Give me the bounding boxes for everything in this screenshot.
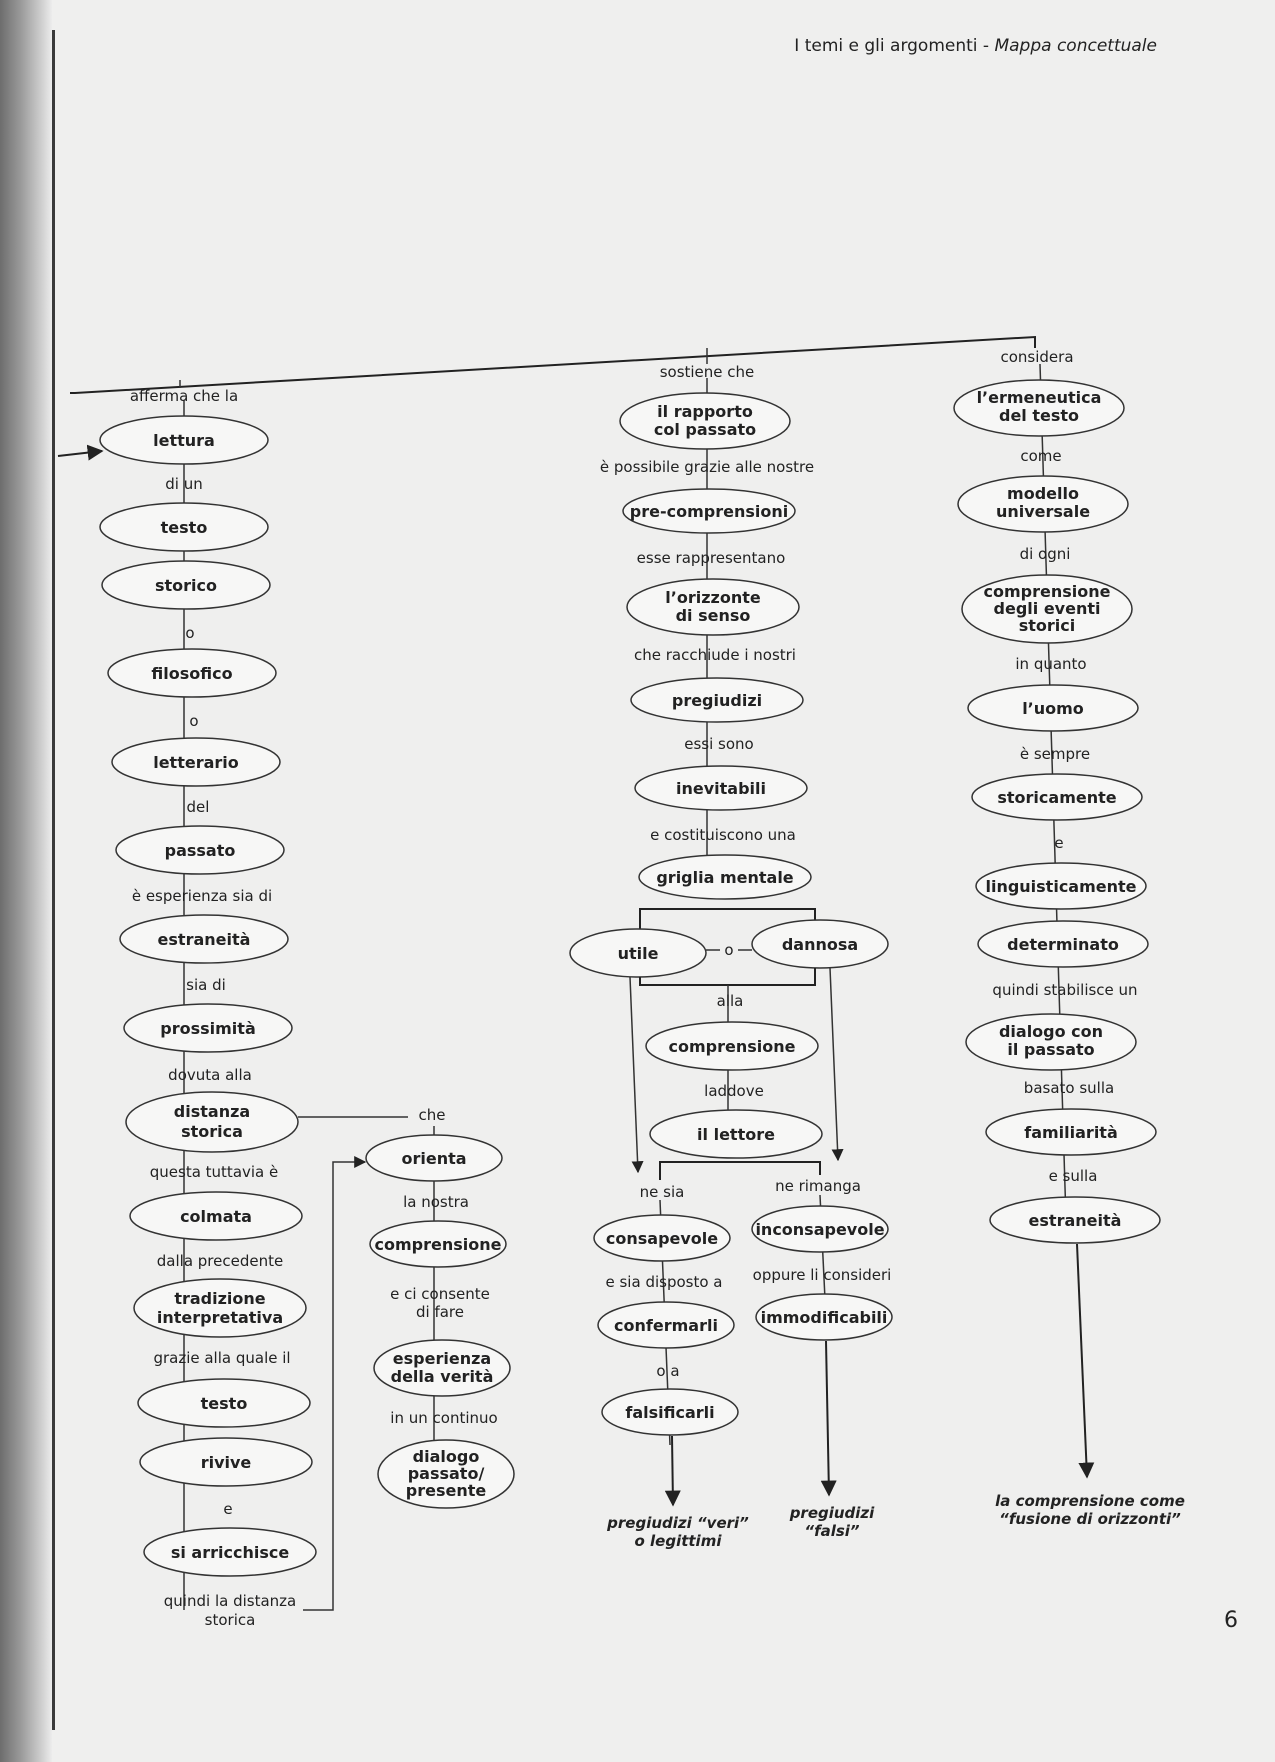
node-dialogo-r-label-1: dialogo con	[998, 1022, 1104, 1041]
link-consente-1: e ci consente	[390, 1285, 490, 1303]
branch-column	[298, 1106, 514, 1508]
link-sia-di: sia di	[186, 976, 226, 994]
link-e: e	[223, 1500, 233, 1518]
node-lettore-label: il lettore	[697, 1125, 775, 1144]
node-inevitabili-label: inevitabili	[676, 779, 766, 798]
link-essi: essi sono	[684, 735, 754, 753]
link-dalla: dalla precedente	[156, 1252, 284, 1270]
link-costituiscono: e costituiscono una	[650, 826, 796, 844]
link-afferma: afferma che la	[129, 387, 239, 405]
node-letterario-label: letterario	[153, 753, 239, 772]
link-tuttavia: questa tuttavia è	[149, 1163, 279, 1181]
node-lettura-label: lettura	[153, 431, 215, 450]
node-colmata-label: colmata	[180, 1207, 252, 1226]
link-come: come	[1020, 447, 1062, 465]
link-o-a: o a	[656, 1362, 680, 1380]
node-testo-label: testo	[160, 518, 208, 537]
node-distanza-label-1: distanza	[173, 1102, 251, 1121]
node-estraneita-r-label: estraneità	[1028, 1211, 1122, 1230]
link-racchiude: che racchiude i nostri	[634, 646, 796, 664]
link-e-sulla: e sulla	[1048, 1167, 1098, 1185]
link-consente-2: di fare	[416, 1303, 464, 1321]
link-rappresentano: esse rappresentano	[636, 549, 786, 567]
node-uomo-label: l’uomo	[1022, 699, 1084, 718]
link-stabilisce: quindi stabilisce un	[992, 981, 1138, 999]
node-comprensione-r-label-3: storici	[1018, 616, 1076, 635]
node-comprensione-r-label-2: degli eventi	[993, 599, 1101, 618]
link-e-r: e	[1054, 834, 1064, 852]
node-prossimita-label: prossimità	[160, 1019, 256, 1038]
node-arricchisce-label: si arricchisce	[170, 1543, 290, 1562]
link-o2: o	[189, 712, 199, 730]
node-passato-label: passato	[164, 841, 236, 860]
node-determinato-label: determinato	[1007, 935, 1119, 954]
link-del: del	[186, 798, 210, 816]
node-inconsapevole-label: inconsapevole	[755, 1220, 885, 1239]
out-fusione-2: “fusione di orizzonti”	[999, 1510, 1181, 1528]
node-confermarli-label: confermarli	[614, 1316, 718, 1335]
link-di-un: di un	[165, 475, 203, 493]
link-o-mid: o	[724, 941, 734, 959]
link-disposto: e sia disposto a	[605, 1273, 723, 1291]
node-modello-label-2: universale	[995, 502, 1091, 521]
node-rapporto-label-2: col passato	[653, 420, 757, 439]
out-fusione-1: la comprensione come	[995, 1492, 1185, 1510]
node-filosofico-label: filosofico	[151, 664, 233, 683]
link-esperienza: è esperienza sia di	[131, 887, 273, 905]
node-orizzonte-label-1: l’orizzonte	[665, 588, 761, 607]
left-column	[100, 387, 365, 1629]
link-laddove: laddove	[704, 1082, 764, 1100]
node-consapevole-label: consapevole	[605, 1229, 719, 1248]
node-pregiudizi-label: pregiudizi	[671, 691, 763, 710]
middle-column	[570, 363, 892, 1550]
node-dialogo-b-label-3: presente	[405, 1481, 487, 1500]
page-number: 6	[1224, 1608, 1238, 1633]
link-considera: considera	[1000, 348, 1074, 366]
node-orizzonte-label-2: di senso	[675, 606, 751, 625]
link-quindi-2: storica	[204, 1611, 256, 1629]
link-la-nostra: la nostra	[403, 1193, 469, 1211]
node-utile-label: utile	[617, 944, 659, 963]
node-distanza-label-2: storica	[181, 1122, 243, 1141]
node-falsificarli-label: falsificarli	[625, 1403, 715, 1422]
node-comprensione-b-label: comprensione	[374, 1235, 502, 1254]
node-dialogo-b-label-1: dialogo	[412, 1447, 480, 1466]
out-falsi-1: pregiudizi	[789, 1504, 875, 1522]
node-storicamente-label: storicamente	[997, 788, 1117, 807]
node-griglia-label: griglia mentale	[656, 868, 794, 887]
right-column	[954, 348, 1185, 1528]
node-linguisticamente-label: linguisticamente	[985, 877, 1137, 896]
header-subtitle: Mappa concettuale	[994, 36, 1157, 56]
link-ne-rimanga: ne rimanga	[775, 1177, 861, 1195]
link-che: che	[418, 1106, 446, 1124]
node-storico-label: storico	[154, 576, 218, 595]
link-di-ogni: di ogni	[1019, 545, 1071, 563]
node-rapporto-label-1: il rapporto	[657, 402, 753, 421]
node-tradizione-label-2: interpretativa	[156, 1308, 284, 1327]
node-familiarita-label: familiarità	[1024, 1123, 1118, 1142]
link-oppure: oppure li consideri	[752, 1266, 892, 1284]
out-veri-1: pregiudizi “veri”	[607, 1514, 749, 1532]
link-o1: o	[185, 624, 195, 642]
node-comprensione-r-label-1: comprensione	[983, 582, 1111, 601]
link-grazie: grazie alla quale il	[153, 1349, 291, 1367]
link-basato: basato sulla	[1023, 1079, 1115, 1097]
link-possibile: è possibile grazie alle nostre	[599, 458, 815, 476]
node-dialogo-b-label-2: passato/	[407, 1464, 485, 1483]
node-tradizione-label-1: tradizione	[174, 1289, 266, 1308]
node-comprensione-m-label: comprensione	[668, 1037, 796, 1056]
node-immodificabili-label: immodificabili	[760, 1308, 888, 1327]
header-topic: I temi e gli argomenti -	[794, 36, 995, 56]
node-ermeneutica-label-1: l’ermeneutica	[976, 388, 1102, 407]
link-continuo: in un continuo	[390, 1409, 498, 1427]
node-testo2-label: testo	[200, 1394, 248, 1413]
link-alla: alla	[716, 992, 744, 1010]
node-precomprensioni-label: pre-comprensioni	[629, 502, 789, 521]
link-sempre: è sempre	[1019, 745, 1091, 763]
node-modello-label-1: modello	[1007, 484, 1079, 503]
node-esperienza-label-1: esperienza	[392, 1349, 492, 1368]
out-veri-2: o legittimi	[634, 1532, 722, 1550]
link-sostiene: sostiene che	[659, 363, 755, 381]
node-ermeneutica-label-2: del testo	[998, 406, 1080, 425]
node-esperienza-label-2: della verità	[390, 1367, 494, 1386]
link-ne-sia: ne sia	[639, 1183, 685, 1201]
link-dovuta: dovuta alla	[168, 1066, 252, 1084]
node-estraneita-label: estraneità	[157, 930, 251, 949]
node-dialogo-r-label-2: il passato	[1007, 1040, 1095, 1059]
node-rivive-label: rivive	[200, 1453, 252, 1472]
link-quindi-1: quindi la distanza	[163, 1592, 297, 1610]
link-in-quanto: in quanto	[1015, 655, 1087, 673]
node-orienta-label: orienta	[401, 1149, 467, 1168]
node-dannosa-label: dannosa	[781, 935, 859, 954]
out-falsi-2: “falsi”	[804, 1522, 860, 1540]
